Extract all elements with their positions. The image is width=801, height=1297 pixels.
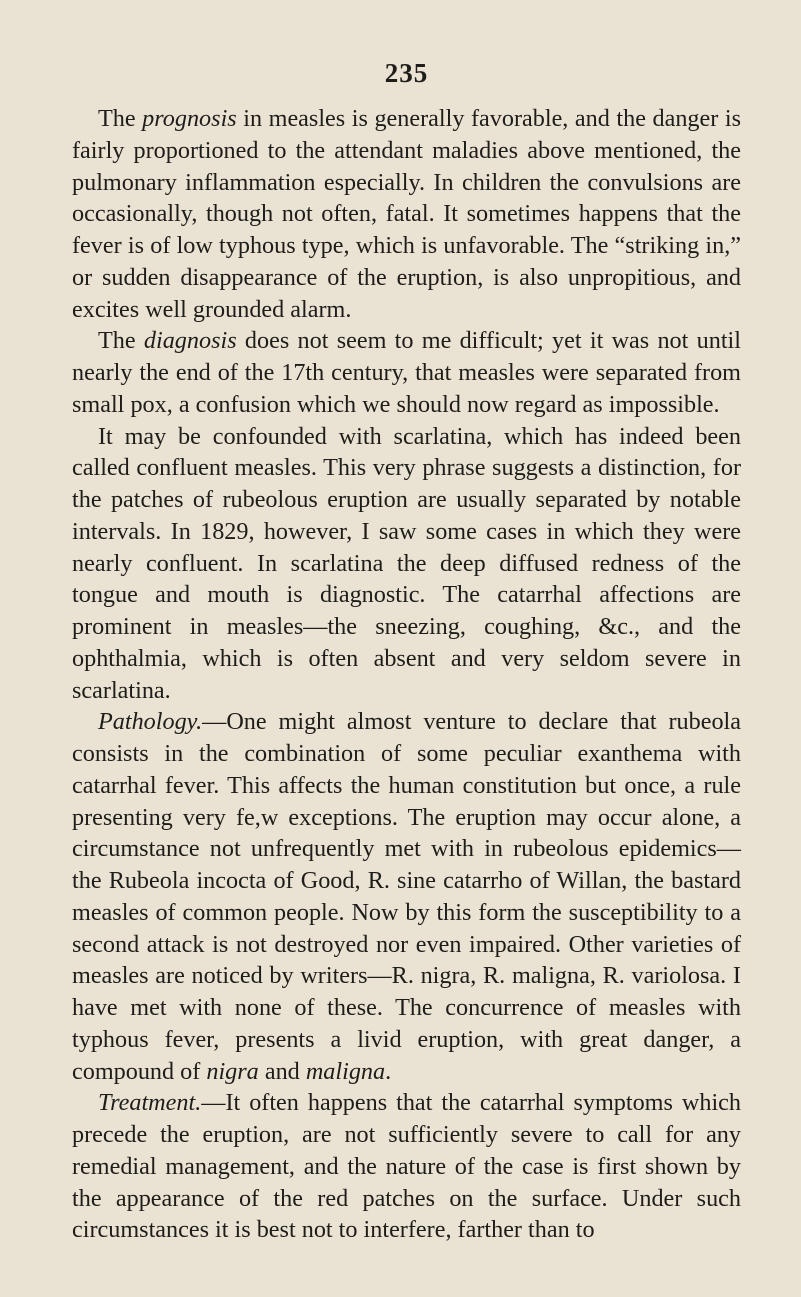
- paragraph-text: does not seem to me difficult; yet it was not until nearly the end of the 17th century, that measles were separated from small pox, a confusion which we should now regard as impossible.: [72, 327, 741, 418]
- paragraph-text: It may be confounded with scarlatina, which has indeed been called confluent measles. This very phrase suggests a distinction, for the patches of rubeolous eruption are usually separated by notable intervals. In 1829, however, I saw some cases in which they were nearly confluent. In scarlatina the deep diffused redness of the tongue and mouth is diagnostic. The catarrhal affections are prominent in measles—the sneezing, coughing, &c., and the ophthalmia, which is often absent and very seldom severe in scarlatina.: [72, 422, 741, 704]
- paragraph-scarlatina: [72, 421, 741, 707]
- paragraph-text: —One might almost venture to declare that rubeola consists in the combination of some peculiar exanthema with catarrhal fever. This affects the human constitution but once, a rule presenting very fe,w exceptions. The eruption may occur alone, a circumstance not unfrequently met with in rubeolous epidemics—the Rubeola incocta of Good, R. sine catarrho of Willan, the bastard measles of common people. Now by this form the susceptibility to a second attack is not destroyed nor even impaired. Other varieties of measles are noticed by writers—R. nigra, R. maligna, R. variolosa. I have met with none of these. The concurrence of measles with typhous fever, presents a livid eruption, with great danger, a compound of: [72, 708, 741, 1085]
- term-diagnosis: diagnosis: [143, 327, 237, 355]
- paragraph-pathology: [72, 706, 741, 1087]
- paragraph-lead: The: [98, 327, 144, 355]
- page-number: 235: [384, 58, 429, 88]
- paragraph-end: .: [385, 1057, 392, 1085]
- term-prognosis: prognosis: [142, 105, 237, 132]
- heading-treatment: Treatment.: [98, 1089, 202, 1117]
- term-maligna: maligna: [305, 1057, 386, 1085]
- paragraph-prognosis: [72, 103, 741, 325]
- paragraph-treatment: [72, 1087, 741, 1246]
- paragraph-diagnosis: [72, 325, 741, 420]
- paragraph-lead: The: [98, 105, 143, 132]
- heading-pathology: Pathology.: [98, 708, 203, 736]
- paragraph-text: in measles is generally favorable, and the danger is fairly proportioned to the attendant maladies above mentioned, the pulmonary inflammation especially. In children the convulsions are occasionally, though not often, fatal. It sometimes happens that the fever is of low typhous type, which is unfavorable. The “striking in,” or sudden disappearance of the eruption, is also unpropitious, and excites well grounded alarm.: [72, 105, 741, 323]
- paragraph-connector: and: [258, 1057, 306, 1085]
- term-nigra: nigra: [206, 1057, 259, 1085]
- paragraph-text: —It often happens that the catarrhal symptoms which precede the eruption, are not sufficiently severe to call for any remedial management, and the nature of the case is first shown by the appearance of the red patches on the surface. Under such circumstances it is best not to interfere, farther than to: [72, 1089, 741, 1244]
